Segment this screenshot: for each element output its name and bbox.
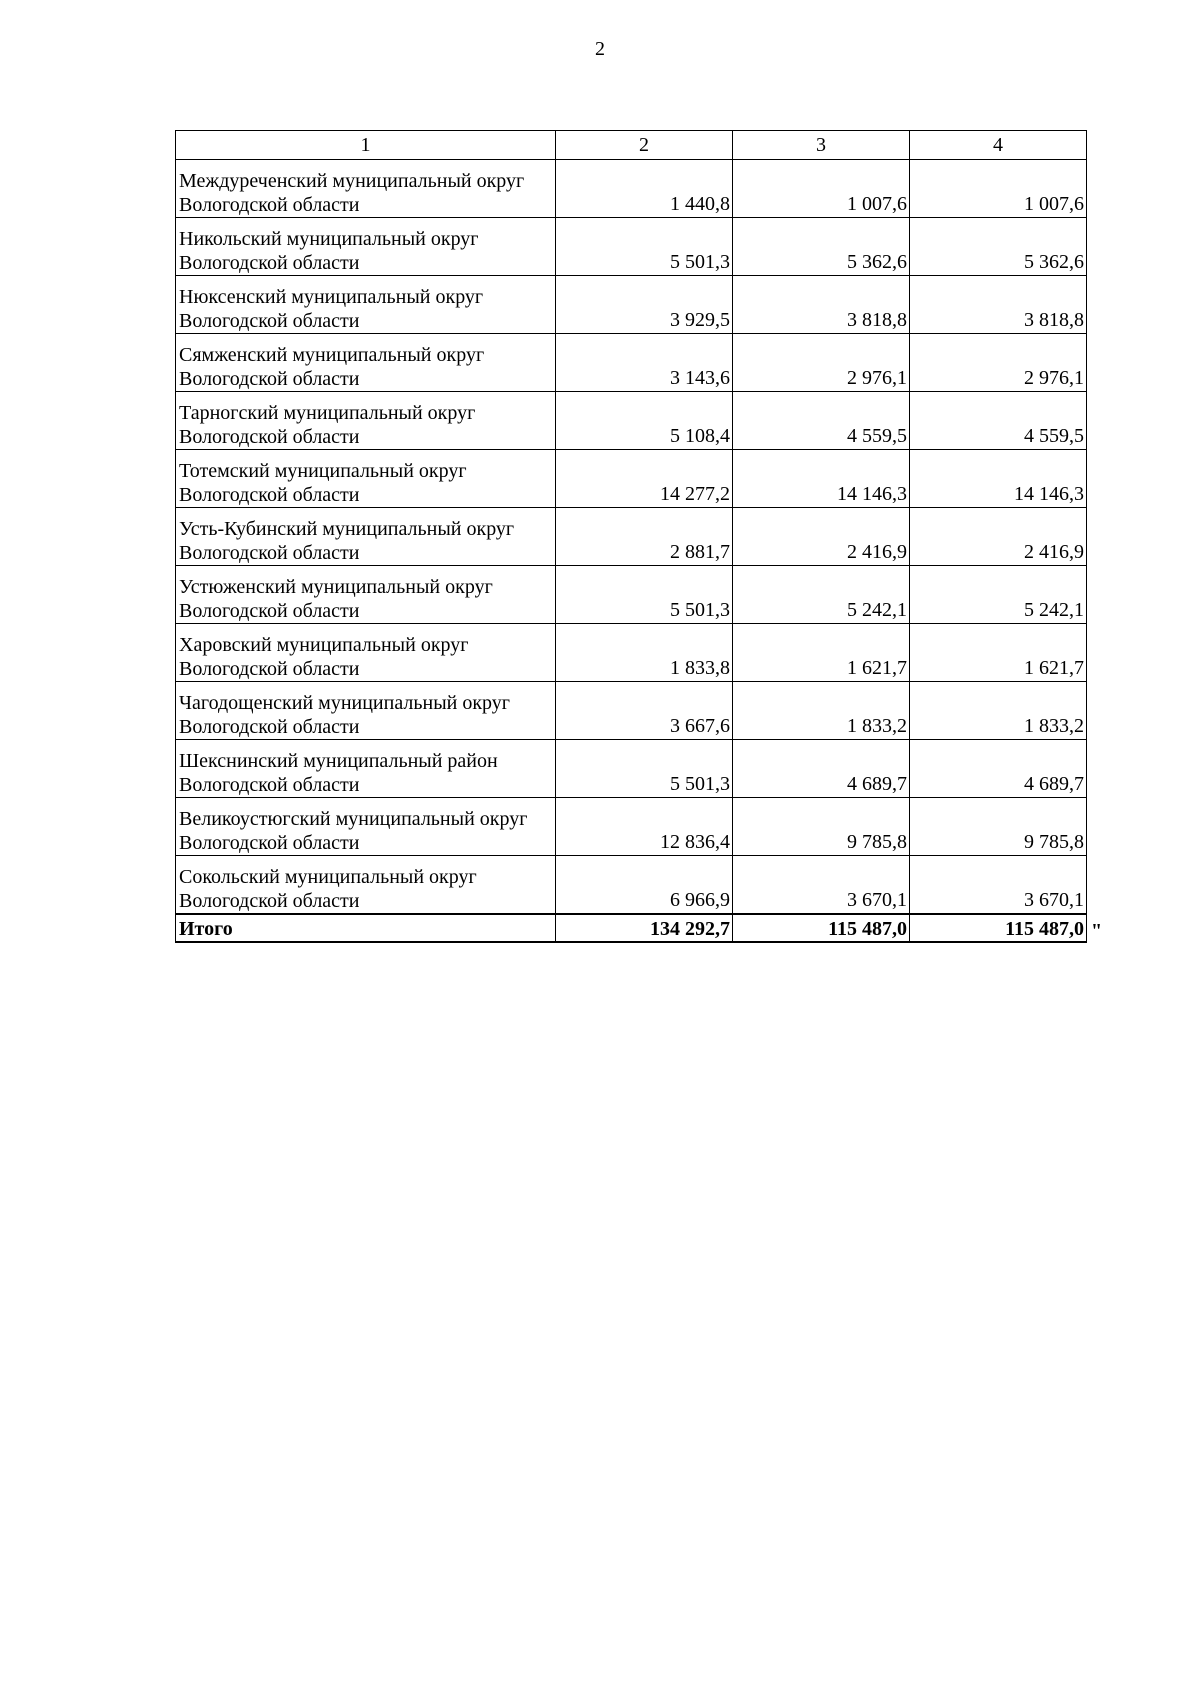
municipality-name: Тотемский муниципальный округ Вологодской области: [176, 450, 556, 508]
value-cell: 3 670,1: [910, 856, 1087, 915]
value-cell: 4 559,5: [910, 392, 1087, 450]
municipality-name: Шекснинский муниципальный район Вологодской области: [176, 740, 556, 798]
value-cell: 1 621,7: [910, 624, 1087, 682]
municipality-name: Великоустюгский муниципальный округ Вологодской области: [176, 798, 556, 856]
value-cell: 3 929,5: [556, 276, 733, 334]
value-cell: 1 833,2: [910, 682, 1087, 740]
value-cell: 1 833,2: [733, 682, 910, 740]
value-cell: 5 501,3: [556, 740, 733, 798]
total-value: 115 487,0: [910, 914, 1087, 942]
closing-quote: ": [1091, 920, 1103, 942]
table-row: [176, 218, 1087, 276]
value-cell: 3 818,8: [733, 276, 910, 334]
table-row: [176, 798, 1087, 856]
municipality-name: Сямженский муниципальный округ Вологодской области: [176, 334, 556, 392]
value-cell: 2 976,1: [910, 334, 1087, 392]
total-value: 134 292,7: [556, 914, 733, 942]
value-cell: 3 143,6: [556, 334, 733, 392]
value-cell: 6 966,9: [556, 856, 733, 915]
municipality-name: Усть-Кубинский муниципальный округ Вологодской области: [176, 508, 556, 566]
municipality-name: Сокольский муниципальный округ Вологодской области: [176, 856, 556, 915]
municipality-name: Тарногский муниципальный округ Вологодской области: [176, 392, 556, 450]
column-header: 1: [176, 131, 556, 160]
value-cell: 4 689,7: [733, 740, 910, 798]
table-total-row: [176, 914, 1087, 942]
value-cell: 5 108,4: [556, 392, 733, 450]
municipality-name: Устюженский муниципальный округ Вологодской области: [176, 566, 556, 624]
value-cell: 5 242,1: [733, 566, 910, 624]
value-cell: 2 416,9: [733, 508, 910, 566]
page-number: 2: [595, 38, 605, 60]
column-header: 2: [556, 131, 733, 160]
allocation-table: [175, 130, 1087, 943]
table-row: [176, 276, 1087, 334]
table-row: [176, 334, 1087, 392]
value-cell: 2 416,9: [910, 508, 1087, 566]
value-cell: 4 559,5: [733, 392, 910, 450]
value-cell: 5 501,3: [556, 566, 733, 624]
table-row: [176, 740, 1087, 798]
total-value: 115 487,0: [733, 914, 910, 942]
table-row: [176, 160, 1087, 218]
value-cell: 5 242,1: [910, 566, 1087, 624]
value-cell: 5 362,6: [733, 218, 910, 276]
municipality-name: Нюксенский муниципальный округ Вологодской области: [176, 276, 556, 334]
value-cell: 3 670,1: [733, 856, 910, 915]
value-cell: 2 976,1: [733, 334, 910, 392]
value-cell: 2 881,7: [556, 508, 733, 566]
municipality-name: Междуреченский муниципальный округ Вологодской области: [176, 160, 556, 218]
value-cell: 14 146,3: [910, 450, 1087, 508]
table-header-row: [176, 131, 1087, 160]
table-row: [176, 624, 1087, 682]
value-cell: 14 146,3: [733, 450, 910, 508]
total-label: Итого: [176, 914, 556, 942]
table-row: [176, 566, 1087, 624]
value-cell: 3 667,6: [556, 682, 733, 740]
column-header: 3: [733, 131, 910, 160]
table-row: [176, 856, 1087, 915]
value-cell: 1 440,8: [556, 160, 733, 218]
table-row: [176, 392, 1087, 450]
table-row: [176, 508, 1087, 566]
municipality-name: Никольский муниципальный округ Вологодской области: [176, 218, 556, 276]
value-cell: 1 621,7: [733, 624, 910, 682]
value-cell: 9 785,8: [910, 798, 1087, 856]
value-cell: 14 277,2: [556, 450, 733, 508]
value-cell: 5 501,3: [556, 218, 733, 276]
value-cell: 5 362,6: [910, 218, 1087, 276]
value-cell: 1 833,8: [556, 624, 733, 682]
value-cell: 12 836,4: [556, 798, 733, 856]
value-cell: 1 007,6: [910, 160, 1087, 218]
value-cell: 3 818,8: [910, 276, 1087, 334]
municipality-name: Харовский муниципальный округ Вологодской области: [176, 624, 556, 682]
municipality-name: Чагодощенский муниципальный округ Вологодской области: [176, 682, 556, 740]
table-row: [176, 682, 1087, 740]
column-header: 4: [910, 131, 1087, 160]
value-cell: 4 689,7: [910, 740, 1087, 798]
value-cell: 1 007,6: [733, 160, 910, 218]
table-row: [176, 450, 1087, 508]
value-cell: 9 785,8: [733, 798, 910, 856]
